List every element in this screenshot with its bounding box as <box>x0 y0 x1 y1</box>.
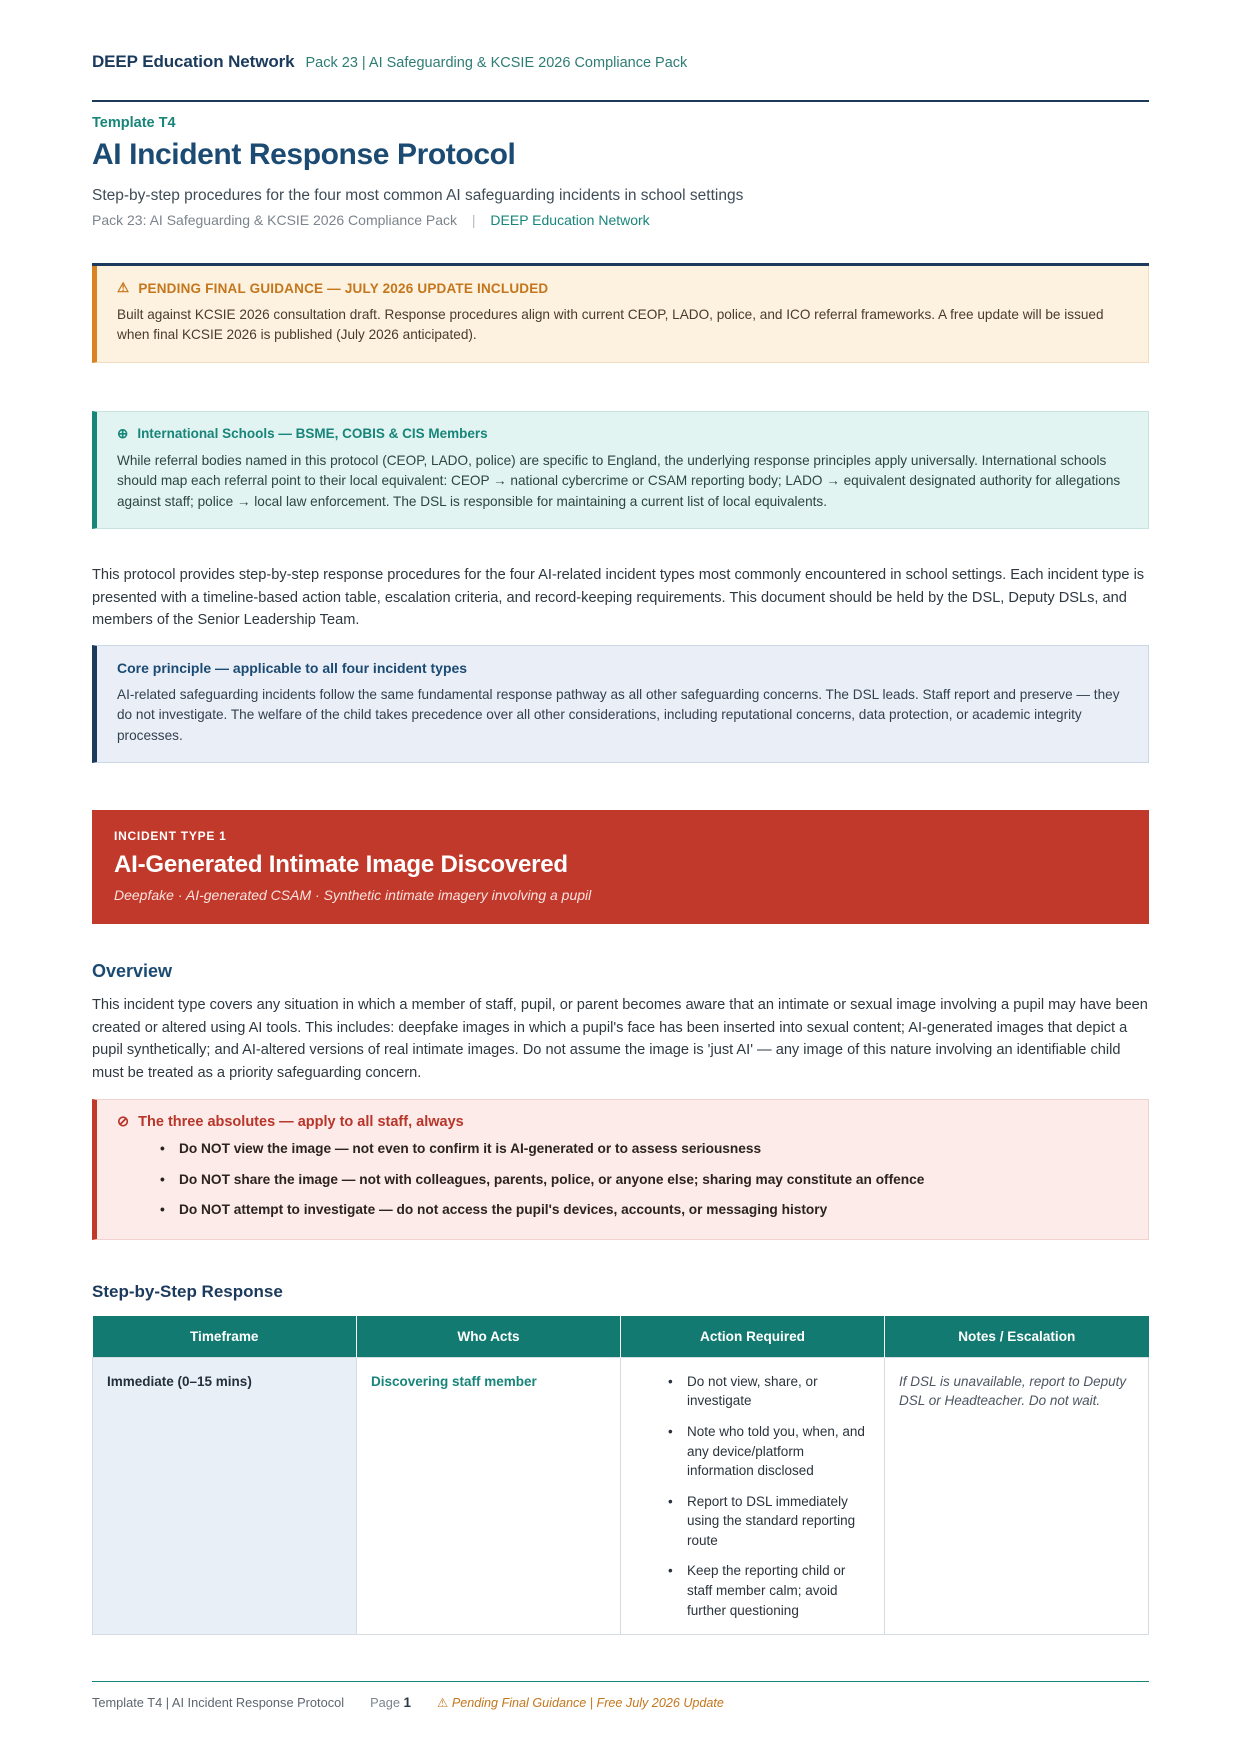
column-header-who-acts: Who Acts <box>357 1316 621 1358</box>
table-header <box>93 1316 1149 1358</box>
pending-guidance-title: PENDING FINAL GUIDANCE — JULY 2026 UPDATE INCLUDED <box>138 280 549 296</box>
core-principle-callout <box>92 645 1149 763</box>
list-item: • Note who told you, when, and any device/platform information disclosed <box>635 1422 870 1481</box>
page-meta <box>92 212 1149 228</box>
prohibited-icon: ⊘ <box>117 1114 130 1131</box>
cell-notes-escalation: If DSL is unavailable, report to Deputy DSL or Headteacher. Do not wait. <box>885 1357 1149 1634</box>
list-item: • Do NOT view the image — not even to confirm it is AI-generated or to assess seriousness <box>117 1139 1128 1158</box>
warning-triangle-icon: ⚠ <box>117 280 130 295</box>
list-item: • Do not view, share, or investigate <box>635 1372 870 1411</box>
page-subtitle: Step-by-step procedures for the four most common AI safeguarding incidents in school settings <box>92 187 744 204</box>
title-divider <box>92 100 1149 102</box>
cell-who-acts: Discovering staff member <box>357 1357 621 1634</box>
step-by-step-heading: Step-by-Step Response <box>92 1281 283 1301</box>
title-block <box>92 115 1149 228</box>
core-principle-body: AI-related safeguarding incidents follow the same fundamental response pathway as all other safeguarding concerns. The DSL leads. Staff report and preserve — they do not investigate. The welfare of the child takes precedence over all other considerations, including reputational concerns, data protection, or academic integrity processes. <box>117 686 1120 743</box>
page-title: AI Incident Response Protocol <box>92 138 516 171</box>
list-item: • Do NOT attempt to investigate — do not access the pupil's devices, accounts, or messaging history <box>117 1200 1128 1219</box>
footer-page-label: Page <box>370 1695 400 1710</box>
three-absolutes-title-row <box>117 1114 1128 1130</box>
footer-page-number: 1 <box>403 1695 412 1710</box>
action-list <box>635 1372 870 1620</box>
footer-note-text: Pending Final Guidance | Free July 2026 Update <box>451 1696 724 1710</box>
incident-title: AI-Generated Intimate Image Discovered <box>114 850 568 878</box>
three-absolutes-callout <box>92 1099 1149 1240</box>
international-schools-callout <box>92 411 1149 529</box>
globe-icon: ⊕ <box>117 425 129 441</box>
pending-guidance-body: Built against KCSIE 2026 consultation draft. Response procedures align with current CEOP, LADO, police, and ICO referral frameworks. A free update will be issued when final KCSIE 2026 is published (July 2026 anticipated). <box>117 307 1104 343</box>
international-schools-body: While referral bodies named in this protocol (CEOP, LADO, police) are specific to England, the underlying response principles apply universally. International schools should map each referral point to their local equivalent: CEOP → national cybercrime or CSAM reporting body; LADO → equivalent designated authority for allegations against staff; police → local law enforcement. The DSL is responsible for maintaining a current list of local equivalents. <box>117 452 1121 509</box>
column-header-timeframe: Timeframe <box>93 1316 357 1358</box>
brand-name: DEEP Education Network <box>92 52 295 71</box>
list-item: • Report to DSL immediately using the standard reporting route <box>635 1492 870 1551</box>
page-footer <box>92 1681 1149 1710</box>
table-body <box>93 1357 1149 1634</box>
template-eyebrow: Template T4 <box>92 115 176 131</box>
core-principle-title-row <box>117 660 1128 676</box>
incident-type-banner <box>92 810 1149 924</box>
overview-heading: Overview <box>92 960 173 981</box>
meta-separator: | <box>471 212 476 228</box>
intro-paragraph: This protocol provides step-by-step response procedures for the four AI-related incident types most commonly encountered in school settings. Each incident type is presented with a timeline-based action table, escalation criteria, and record-keeping requirements. This document should be held by the DSL, Deputy DSLs, and members of the Senior Leadership Team. <box>92 566 1145 629</box>
table-row <box>93 1357 1149 1634</box>
meta-pack-name: Pack 23: AI Safeguarding & KCSIE 2026 Compliance Pack <box>92 212 457 228</box>
international-schools-title: International Schools — BSME, COBIS & CIS Members <box>137 426 488 442</box>
table-header-row <box>93 1316 1149 1358</box>
incident-subtitle: Deepfake · AI-generated CSAM · Synthetic intimate imagery involving a pupil <box>114 886 592 903</box>
response-table <box>92 1316 1149 1635</box>
footer-page-indicator <box>370 1695 411 1710</box>
meta-brand-name: DEEP Education Network <box>490 212 650 228</box>
overview-paragraph: This incident type covers any situation in which a member of staff, pupil, or parent becomes aware that an intimate or sexual image involving a pupil may have been created or altered using AI tools. This includes: deepfake images in which a pupil's face has been inserted into sexual content; AI-generated images that depict a pupil synthetically; and AI-altered versions of real intimate images. Do not assume the image is 'just AI' — any image of this nature involving an identifiable child must be treated as a priority safeguarding concern. <box>92 996 1148 1081</box>
incident-eyebrow: INCIDENT TYPE 1 <box>114 828 227 843</box>
footer-document-label: Template T4 | AI Incident Response Protocol <box>92 1695 345 1710</box>
international-schools-title-row <box>117 426 1128 442</box>
list-item: • Do NOT share the image — not with colleagues, parents, police, or anyone else; sharing may constitute an offence <box>117 1170 1128 1189</box>
core-principle-title: Core principle — applicable to all four incident types <box>117 659 468 676</box>
three-absolutes-title: The three absolutes — apply to all staff, always <box>138 1114 464 1131</box>
brand-pack-label: Pack 23 | AI Safeguarding & KCSIE 2026 Compliance Pack <box>305 55 688 71</box>
column-header-notes-escalation: Notes / Escalation <box>885 1316 1149 1358</box>
column-header-action-required: Action Required <box>621 1316 885 1358</box>
cell-action-required <box>621 1357 885 1634</box>
three-absolutes-list <box>117 1139 1128 1219</box>
cell-timeframe: Immediate (0–15 mins) <box>93 1357 357 1634</box>
list-item: • Keep the reporting child or staff member calm; avoid further questioning <box>635 1561 870 1620</box>
pending-guidance-title-row <box>117 280 1128 296</box>
warning-triangle-icon: ⚠ <box>437 1696 449 1710</box>
document-header <box>92 52 1149 84</box>
footer-pending-note <box>437 1695 724 1710</box>
pending-guidance-callout <box>92 266 1149 363</box>
